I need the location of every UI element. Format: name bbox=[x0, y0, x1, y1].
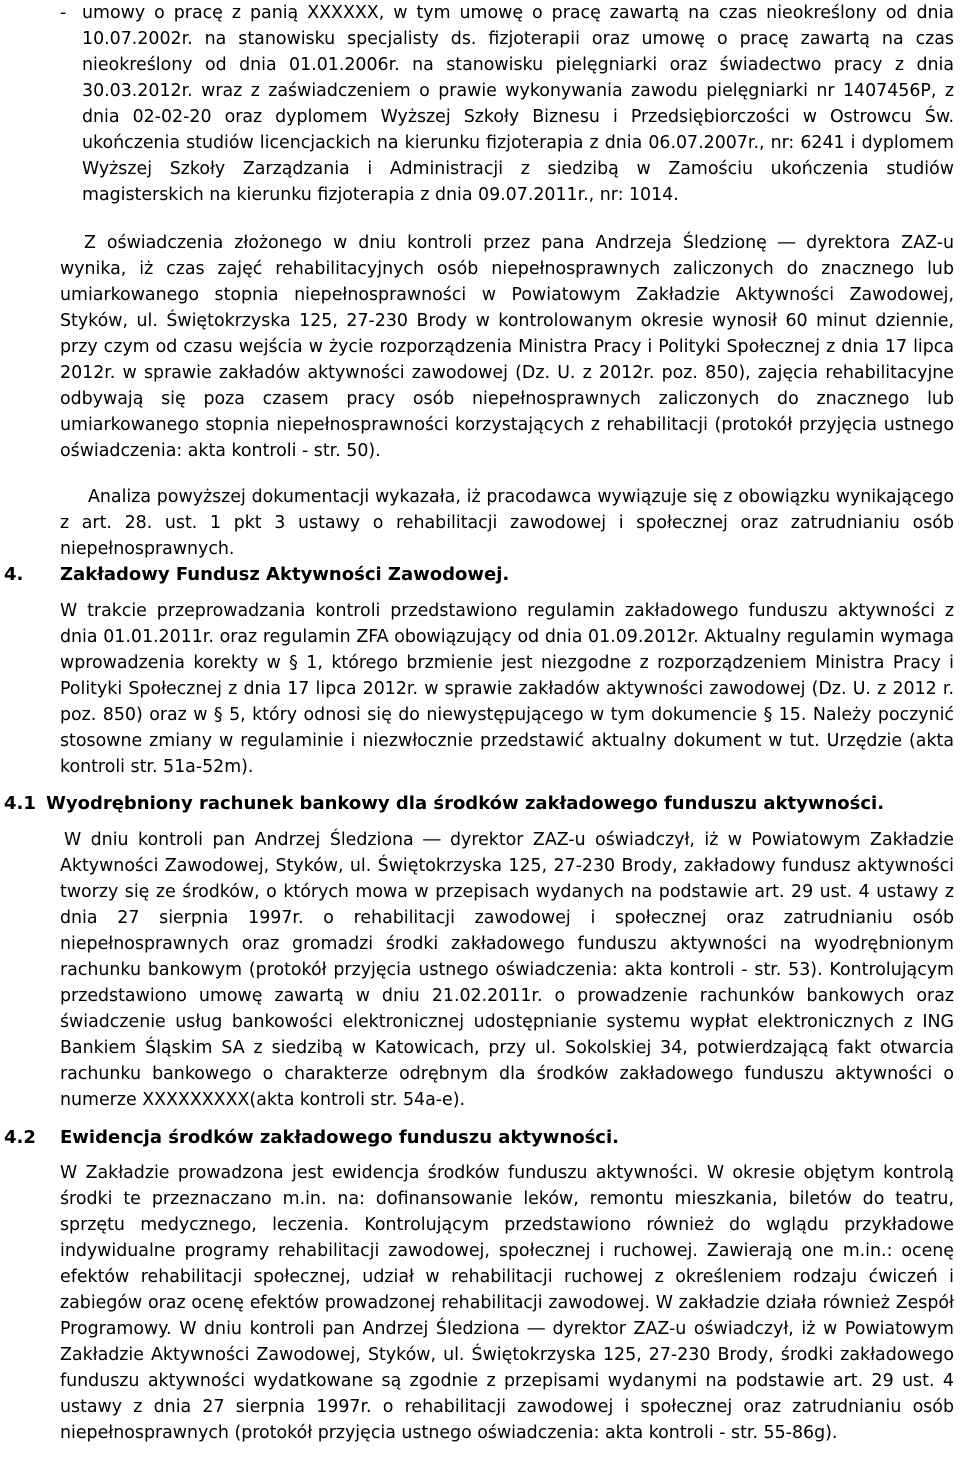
paragraph-text: umowy o pracę z panią XXXXXX, w tym umowę o pracę zawartą na czas nieokreślony od dnia 10.07.2002r. na stanowisku specjalisty ds. fizjoterapii oraz umowę o pracę zawartą na czas nieokreślony od dnia 01.01.2006r. na stanowisku pielęgniarki oraz świadectwo pracy z dnia 30.03.2012r. wraz z zaświadczeniem o prawie wykonywania zawodu pielęgniarki nr 1407456P, z dnia 02-02-20 oraz dyplomem Wyższej Szkoły Biznesu i Przedsiębiorczości w Ostrowcu Św. ukończenia studiów licencjackich na kierunku fizjoterapia z dnia 06.07.2007r., nr: 6241 i dyplomem Wyższej Szkoły Zarządzania i Administracji z siedzibą w Zamościu ukończenia studiów magisterskich na kierunku fizjoterapia z dnia 09.07.2011r., nr: 1014. bbox=[82, 3, 954, 205]
paragraph-text: W dniu kontroli pan Andrzej Śledziona ― dyrektor ZAZ-u oświadczył, iż w Powiatowym Zakładzie Aktywności Zawodowej, Styków, ul. Świętokrzyska 125, 27-230 Brody, zakładowy fundusz aktywności tworzy się ze środków, o których mowa w przepisach wydanych na podstawie art. 29 ust. 4 ustawy z dnia 27 sierpnia 1997r. o rehabilitacji zawodowej i społecznej oraz zatrudnianiu osób niepełnosprawnych oraz gromadzi środki zakładowego funduszu aktywności na wyodrębnionym rachunku bankowym (protokół przyjęcia ustnego oświadczenia: akta kontroli - str. 53). Kontrolującym przedstawiono umowę zawartą w dniu 21.02.2011r. o prowadzenie rachunków bankowych oraz świadczenie usług bankowości elektronicznej udostępnianie systemu wypłat elektronicznych z ING Bankiem Śląskim SA z siedzibą w Katowicach, przy ul. Sokolskiej 34, potwierdzającą fakt otwarcia rachunku bankowego o charakterze odrębnym dla środków zakładowego funduszu aktywności o numerze XXXXXXXXX(akta kontroli str. 54a-e). bbox=[60, 830, 954, 1110]
paragraph-text: W trakcie przeprowadzania kontroli przedstawiono regulamin zakładowego funduszu aktywności z dnia 01.01.2011r. oraz regulamin ZFA obowiązujący od dnia 01.09.2012r. Aktualny regulamin wymaga wprowadzenia korekty w § 1, którego brzmienie jest niezgodne z rozporządzeniem Ministra Pracy i Polityki Społecznej z dnia 17 lipca 2012r. w sprawie zakładów aktywności zawodowej (Dz. U. z 2012 r. poz. 850) oraz w § 5, który odnosi się do niewystępującego w tym dokumencie § 15. Należy poczynić stosowne zmiany w regulaminie i niezwłocznie przedstawić aktualny dokument w tut. Urzędzie (akta kontroli str. 51a-52m). bbox=[60, 601, 954, 777]
paragraph-section-4-2 bbox=[60, 1160, 954, 1446]
section-number: 4.1 bbox=[4, 793, 36, 814]
paragraph-text: W Zakładzie prowadzona jest ewidencja środków funduszu aktywności. W okresie objętym kontrolą środki te przeznaczano m.in. na: dofinansowanie leków, remontu mieszkania, biletów do teatru, sprzętu medycznego, leczenia. Kontrolującym przedstawiono również do wglądu przykładowe indywidualne programy rehabilitacji zawodowej, społecznej i ruchowej. Zawierają one m.in.: ocenę efektów rehabilitacji społecznej, udział w rehabilitacji ruchowej z określeniem rodzaju ćwiczeń i zabiegów oraz ocenę efektów prowadzonej rehabilitacji zawodowej. W zakładzie działa również Zespół Programowy. W dniu kontroli pan Andrzej Śledziona ― dyrektor ZAZ-u oświadczył, iż w Powiatowym Zakładzie Aktywności Zawodowej, Styków, ul. Świętokrzyska 125, 27-230 Brody, środki zakładowego funduszu aktywności wydatkowane są zgodnie z przepisami wydanymi na podstawie art. 29 ust. 4 ustawy z dnia 27 sierpnia 1997r. o rehabilitacji zawodowej i społecznej oraz zatrudnianiu osób niepełnosprawnych (protokół przyjęcia ustnego oświadczenia: akta kontroli - str. 55-86g). bbox=[60, 1163, 954, 1443]
paragraph-employment-documents bbox=[82, 0, 954, 208]
paragraph-text: Analiza powyższej dokumentacji wykazała, iż pracodawca wywiązuje się z obowiązku wynikającego z art. 28. ust. 1 pkt 3 ustawy o rehabilitacji zawodowej i społecznej oraz zatrudnianiu osób niepełnosprawnych. bbox=[60, 487, 954, 559]
section-number: 4. bbox=[4, 564, 24, 585]
paragraph-section-4 bbox=[60, 598, 954, 780]
section-heading-4 bbox=[4, 562, 509, 588]
paragraph-section-4-1 bbox=[60, 827, 954, 1113]
paragraph-analysis bbox=[60, 484, 954, 562]
list-dash: - bbox=[60, 3, 67, 23]
section-title: Wyodrębniony rachunek bankowy dla środków zakładowego funduszu aktywności. bbox=[46, 793, 885, 814]
section-heading-4-1 bbox=[4, 791, 884, 817]
section-heading-4-2 bbox=[4, 1125, 619, 1151]
section-number: 4.2 bbox=[4, 1127, 36, 1148]
section-title: Zakładowy Fundusz Aktywności Zawodowej. bbox=[60, 564, 510, 585]
paragraph-text: Z oświadczenia złożonego w dniu kontroli przez pana Andrzeja Śledzionę ― dyrektora ZAZ-u wynika, iż czas zajęć rehabilitacyjnych osób niepełnosprawnych zaliczonych do znacznego lub umiarkowanego stopnia niepełnosprawności w Powiatowym Zakładzie Aktywności Zawodowej, Styków, ul. Świętokrzyska 125, 27-230 Brody w kontrolowanym okresie wynosił 60 minut dziennie, przy czym od czasu wejścia w życie rozporządzenia Ministra Pracy i Polityki Społecznej z dnia 17 lipca 2012r. w sprawie zakładów aktywności zawodowej (Dz. U. z 2012r. poz. 850), zajęcia rehabilitacyjne odbywają się poza czasem pracy osób niepełnosprawnych zaliczonych do znacznego lub umiarkowanego stopnia niepełnosprawności korzystających z rehabilitacji (protokół przyjęcia ustnego oświadczenia: akta kontroli - str. 50). bbox=[60, 233, 954, 461]
section-title: Ewidencja środków zakładowego funduszu aktywności. bbox=[60, 1127, 619, 1148]
paragraph-director-statement bbox=[60, 230, 954, 464]
